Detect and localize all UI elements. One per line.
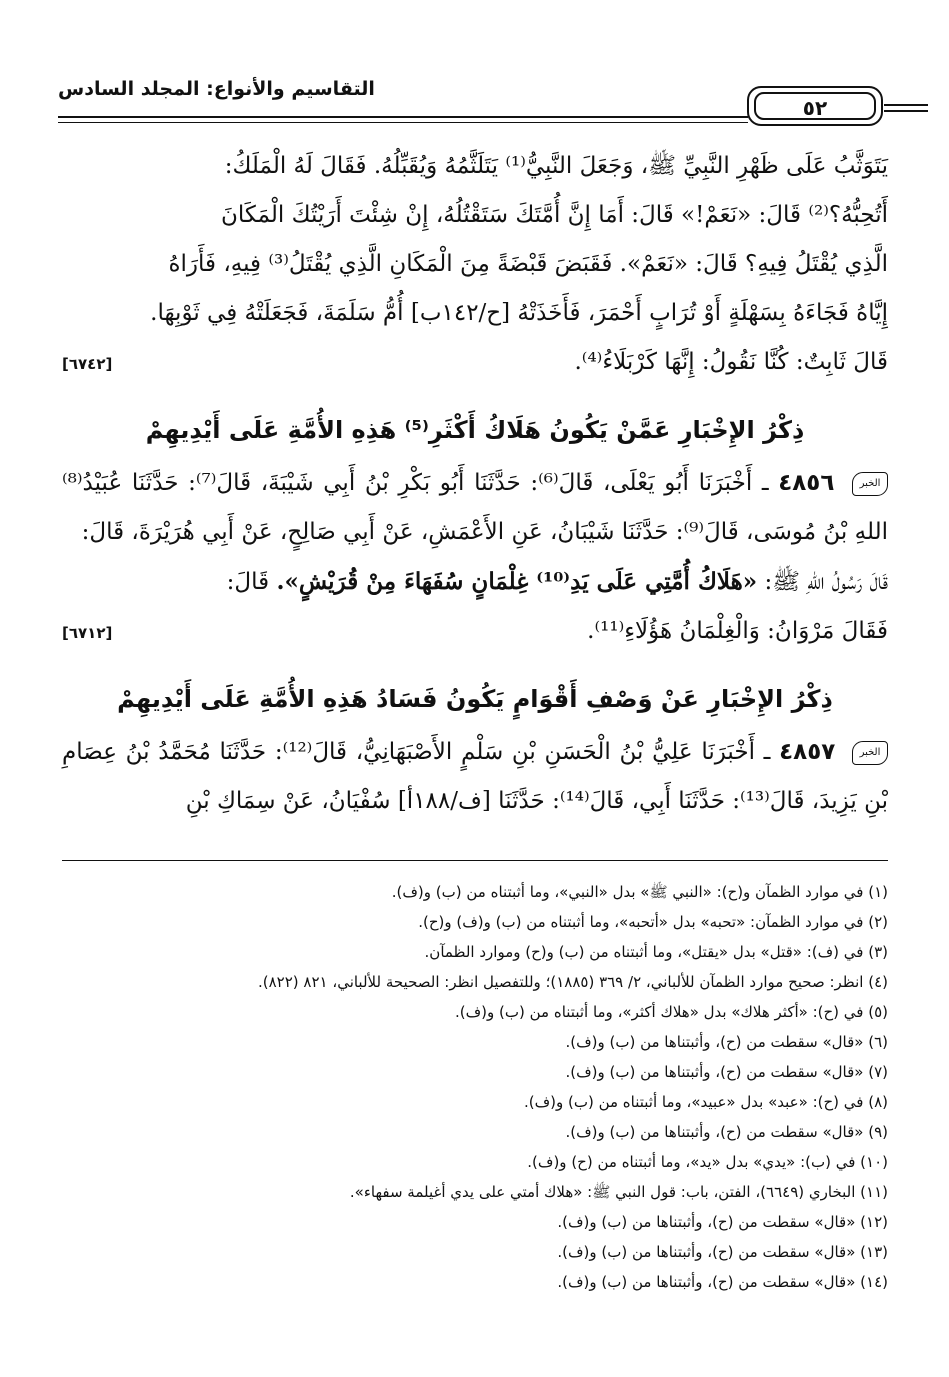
matn-continue: قَالَ: — [226, 569, 277, 595]
footnotes — [62, 877, 888, 1297]
page-number-frame — [747, 86, 883, 126]
footnote: (١٢) «قال» سقطت من (ح)، وأثبتناها من (ب) و(ف). — [557, 1213, 888, 1231]
hadith-4856-isnad — [62, 459, 888, 557]
text-line: أَتُحِبُّهُ؟⁽²⁾ قَالَ: «نَعَمْ!» قَالَ: أَمَا إِنَّ أُمَّتَكَ سَتَقْتُلُهُ، إِنْ شِئْتَ أَرَيْتُكَ الْمَكَانَ — [221, 202, 888, 228]
footnote: (١١) البخاري (٦٦٤٩)، الفتن، باب: قول النبي ﷺ: «هلاك أمتي على يدي أغيلمة سفهاء». — [349, 1183, 888, 1201]
header-rule-right — [884, 104, 928, 106]
text-line: الَّذِي يُقْتَلُ فِيهِ؟ قَالَ: «نَعَمْ». فَقَبَضَ قَبْضَةً مِنَ الْمَكَانِ الَّذِي يُقْتَلُ⁽³⁾ فِيهِ، فَأَرَاهُ — [168, 251, 888, 277]
header-rule — [58, 116, 748, 118]
header-rule-right-2 — [884, 110, 928, 112]
footnote: (٦) «قال» سقطت من (ح)، وأثبتناها من (ب) و(ف). — [565, 1033, 888, 1051]
hadith-number: ٤٨٥٦ — [778, 470, 835, 496]
main-text — [62, 142, 888, 826]
footnote: (١٠) في (ب): «يدي» بدل «يد»، وما أثبتناه من (ح) و(ف). — [527, 1153, 888, 1171]
footnote: (٧) «قال» سقطت من (ح)، وأثبتناها من (ب) و(ف). — [565, 1063, 888, 1081]
text-line-last — [62, 607, 888, 656]
hadith-marker-icon: الخبر — [852, 472, 888, 496]
chapter-heading: ذِكْرُ الإِخْبَارِ عَمَّنْ يَكُونُ هَلَاكُ أَكْثَرِ⁽⁵⁾ هَذِهِ الأُمَّةِ عَلَى أَيْدِيهِمْ — [145, 416, 805, 444]
header-rule-thin — [58, 122, 748, 123]
hadith-marker-icon: الخبر — [852, 741, 888, 765]
footnote: (٩) «قال» سقطت من (ح)، وأثبتناها من (ب) و(ف). — [565, 1123, 888, 1141]
hadith-4857-isnad — [62, 728, 888, 826]
page-number: ٥٢ — [754, 92, 876, 120]
matn-intro: قَالَ رَسُولُ اللهِ ﷺ: — [757, 569, 888, 595]
hadith-number: ٤٨٥٧ — [779, 739, 836, 765]
page-header — [58, 60, 864, 126]
text-line: يَتَوَثَّبُ عَلَى ظَهْرِ النَّبِيِّ ﷺ، وَجَعَلَ النَّبِيُّ⁽¹⁾ يَتَلَثَّمُهُ وَيُقَبِّلُهُ. فَقَالَ لَهُ الْمَلَكُ: — [224, 153, 888, 179]
hadith-4856-matn — [62, 557, 888, 607]
footnote-divider — [62, 860, 888, 861]
prophetic-quote: «هَلَاكُ أُمَّتِي عَلَى يَدِ⁽¹⁰⁾ غِلْمَانٍ سُفَهَاءَ مِنْ قُرَيْشٍ». — [276, 568, 758, 595]
text-line: إِيَّاهُ فَجَاءَهُ بِسَهْلَةٍ أَوْ تُرَابٍ أَحْمَرَ، فَأَخَذَتْهُ [ح/١٤٢ب] أُمُّ سَلَمَةَ، فَجَعَلَتْهُ فِي ثَوْبِهَا. — [150, 300, 888, 326]
chapter-heading: ذِكْرُ الإِخْبَارِ عَنْ وَصْفِ أَقْوَامٍ يَكُونُ فَسَادُ هَذِهِ الأُمَّةِ عَلَى أَيْدِيهِمْ — [117, 685, 833, 713]
footnote: (٣) في (ف): «قتل» بدل «يقتل»، وما أثبتناه من (ب) و(ح) وموارد الظمآن. — [424, 943, 888, 961]
text-content: فَقَالَ مَرْوَانُ: وَالْغِلْمَانُ هَؤُلَاءِ⁽¹¹⁾. — [587, 618, 888, 644]
isnad-text: ـ أَخْبَرَنَا أَبُو يَعْلَى، قَالَ⁽⁶⁾: حَدَّثَنَا أَبُو بَكْرِ بْنُ أَبِي شَيْبَةَ، قَالَ⁽⁷⁾: حَدَّثَنَا عُبَيْدُ⁽⁸⁾ اللهِ بْنُ مُوسَى، قَالَ⁽⁹⁾: حَدَّثَنَا شَيْبَانُ، عَنِ الأَعْمَشِ، عَنْ أَبِي صَالِحٍ، عَنْ أَبِي هُرَيْرَةَ، قَالَ: — [62, 470, 888, 545]
footnote: (٥) في (ح): «أكثر هلاك» بدل «هلاك أكثر»، وما أثبتناه من (ب) و(ف). — [454, 1003, 888, 1021]
footnote: (١٤) «قال» سقطت من (ح)، وأثبتناها من (ب) و(ف). — [557, 1273, 888, 1291]
book-title: التقاسيم والأنواع: المجلد السادس — [58, 78, 375, 100]
footnote: (١) في موارد الظمآن و(ح): «النبي ﷺ» بدل «النبي»، وما أثبتناه من (ب) و(ف). — [391, 883, 888, 901]
footnote: (٨) في (ح): «عبد» بدل «عبيد»، وما أثبتناه من (ب) و(ف). — [523, 1093, 888, 1111]
footnote: (١٣) «قال» سقطت من (ح)، وأثبتناها من (ب) و(ف). — [557, 1243, 888, 1261]
text-line-last — [62, 338, 888, 387]
text-content: قَالَ ثَابِتٌ: كُنَّا نَقُولُ: إِنَّهَا كَرْبَلَاءُ⁽⁴⁾. — [574, 349, 888, 375]
hadith-reference: [٦٧٤٢] — [62, 355, 113, 373]
hadith-reference: [٦٧١٢] — [62, 624, 113, 642]
isnad-text: ـ أَخْبَرَنَا عَلِيُّ بْنُ الْحَسَنِ بْنِ سَلْمٍ الأَصْبَهَانِيُّ، قَالَ⁽¹²⁾: حَدَّثَنَا مُحَمَّدُ بْنُ عِصَامِ بْنِ يَزِيدَ، قَالَ⁽¹³⁾: حَدَّثَنَا أَبِي، قَالَ⁽¹⁴⁾: حَدَّثَنَا [ف/١٨٨أ] سُفْيَانُ، عَنْ سِمَاكِ بْنِ — [62, 739, 888, 814]
footnote: (٢) في موارد الظمآن: «تحبه» بدل «أتحبه»، وما أثبتناه من (ب) و(ف) و(ح). — [418, 913, 888, 931]
footnote: (٤) انظر: صحيح موارد الظمآن للألباني، ٢/ ٣٦٩ (١٨٨٥)؛ وللتفصيل انظر: الصحيحة للألباني، ٨٢١ (٨٢٢). — [257, 973, 888, 991]
